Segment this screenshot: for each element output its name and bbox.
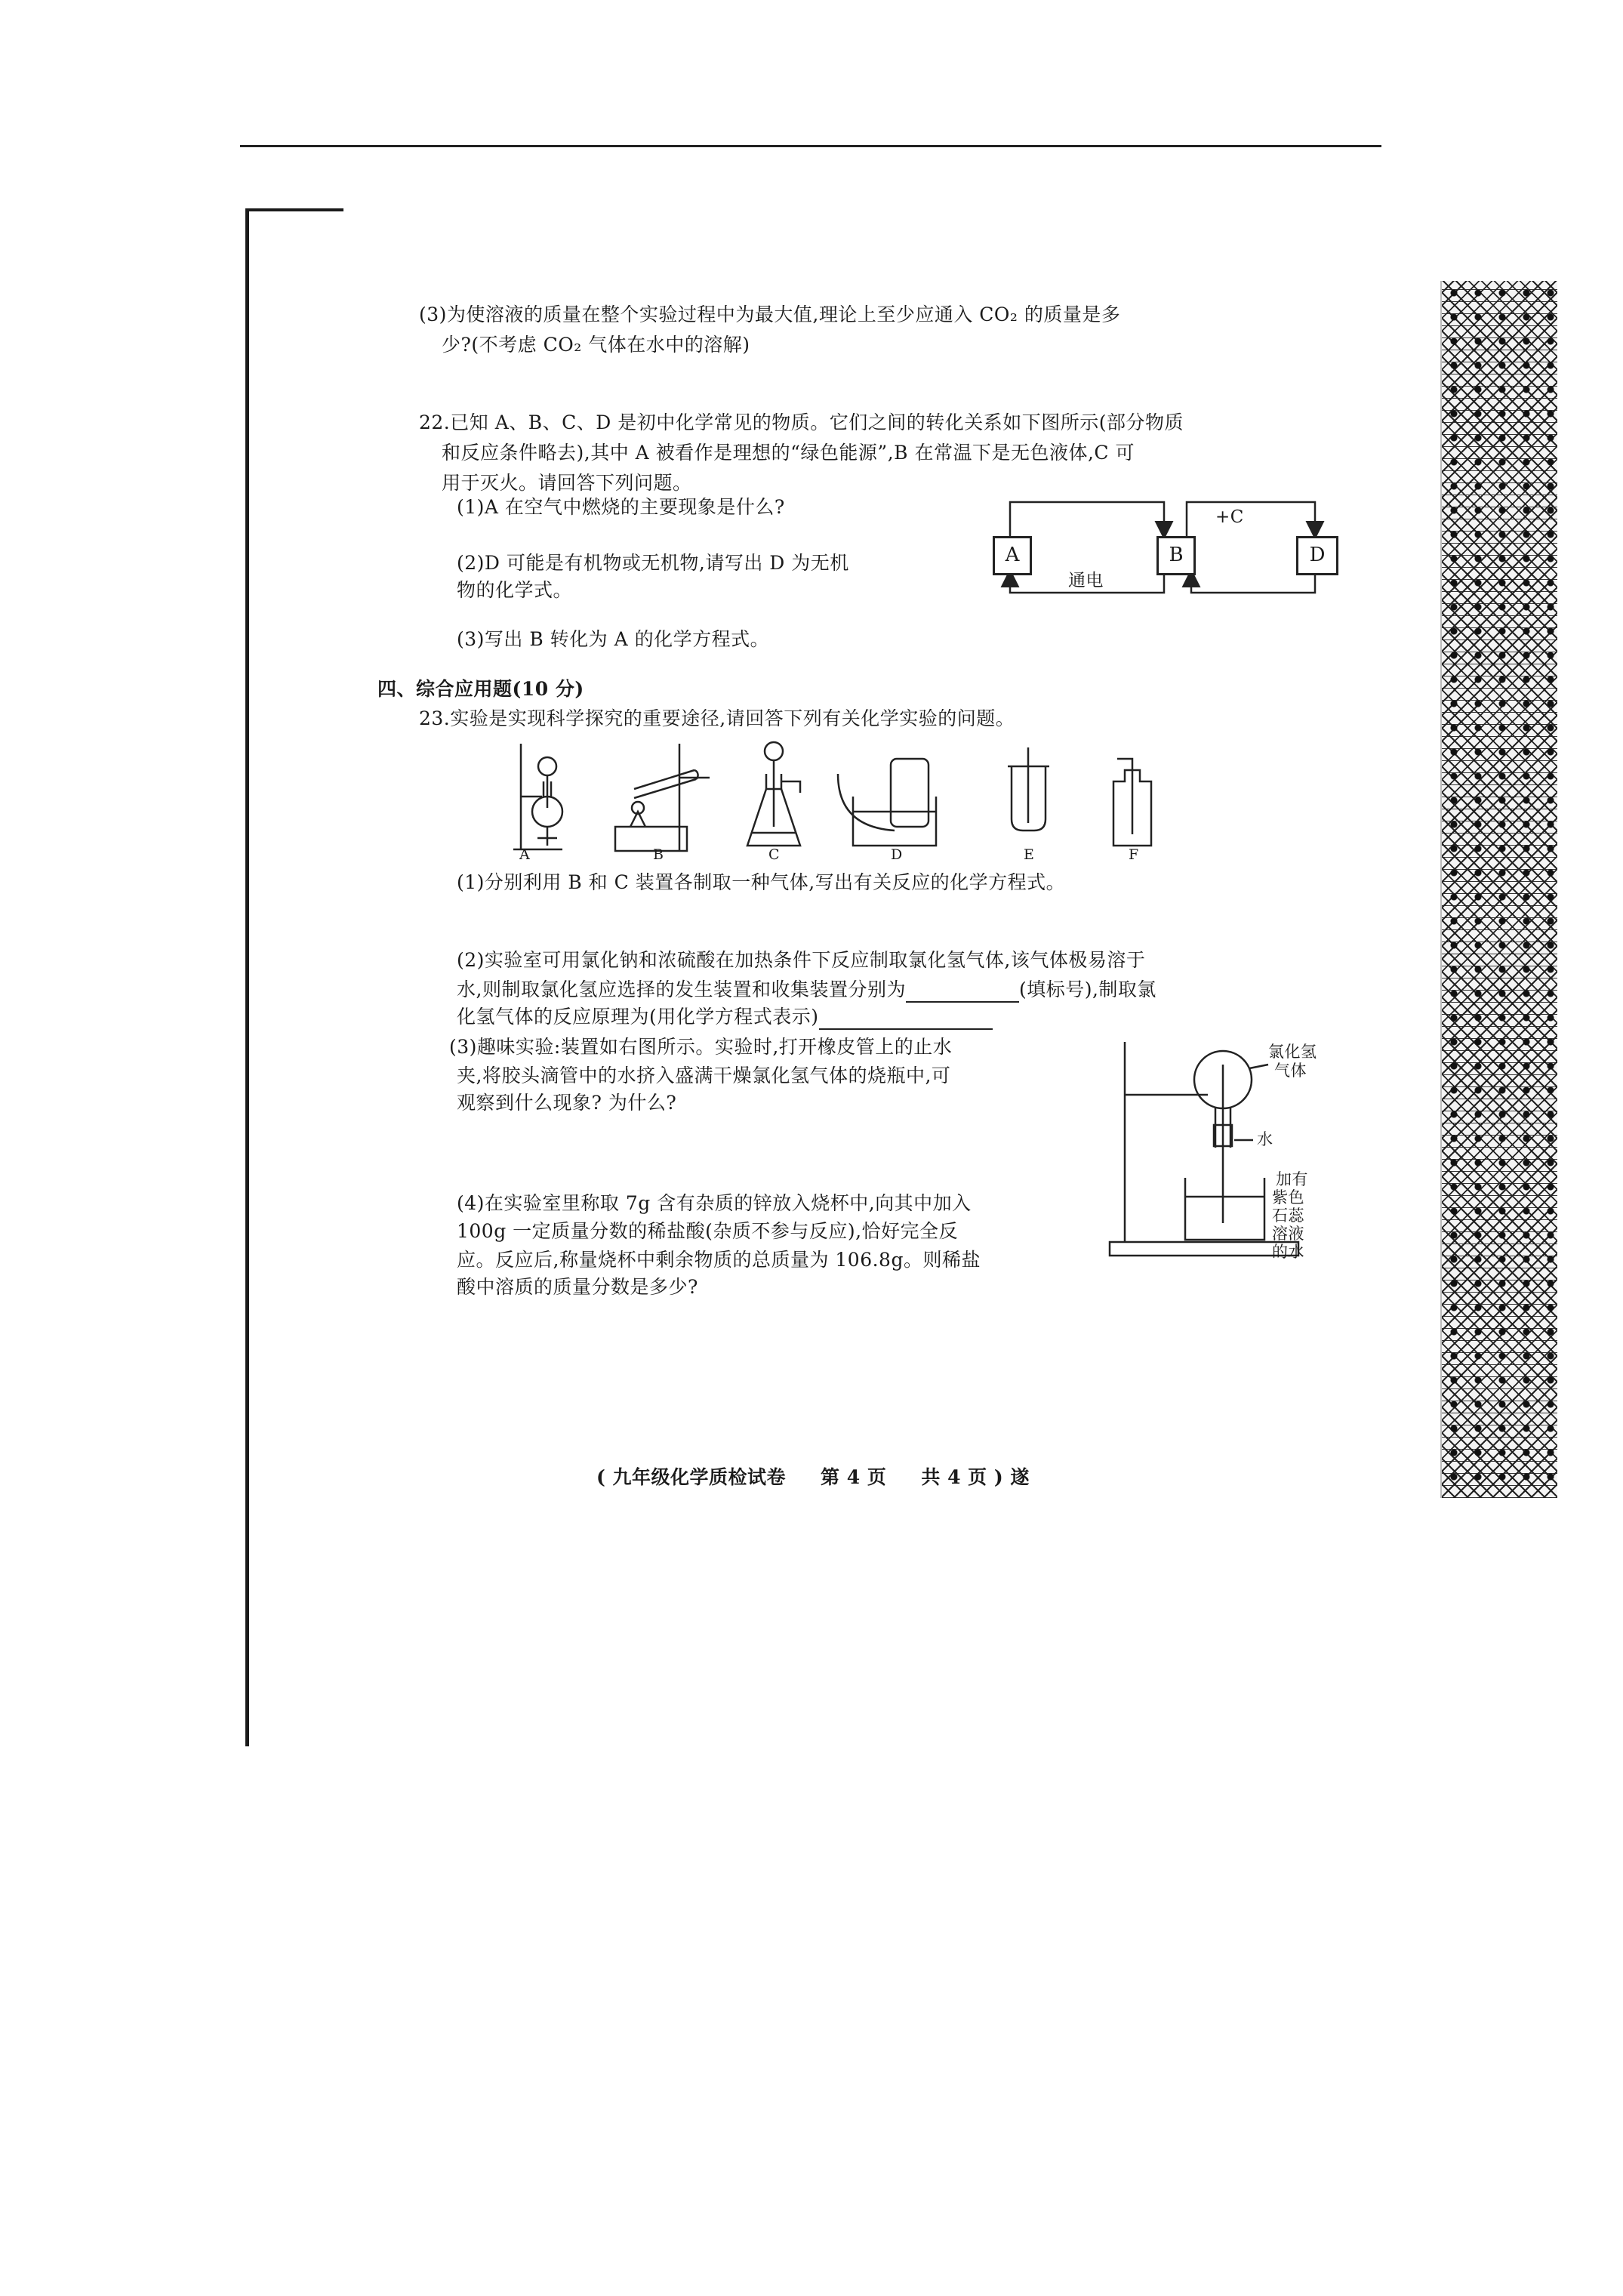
answer-blank-apparatus[interactable] — [906, 982, 1019, 1003]
q23-part3-line3: 观察到什么现象? 为什么? — [457, 1092, 677, 1114]
apparatus-c — [747, 742, 800, 846]
q22-part3: (3)写出 B 转化为 A 的化学方程式。 — [457, 628, 770, 650]
apparatus-drawings — [483, 736, 1208, 857]
diagram-box-d: D — [1296, 536, 1338, 575]
fig-label-gas-2: 气体 — [1274, 1062, 1307, 1080]
diagram-box-a: A — [993, 536, 1032, 575]
q23-part2-line2-a: 水,则制取氯化氢应选择的发生装置和收集装置分别为 — [457, 978, 906, 1000]
fig-label-solution-4: 溶液 — [1272, 1225, 1304, 1243]
apparatus-f — [1113, 759, 1151, 846]
fig-label-solution-1: 加有 — [1276, 1170, 1308, 1188]
fig-label-solution-5: 的水 — [1272, 1243, 1304, 1261]
q23-part4-line4: 酸中溶质的质量分数是多少? — [457, 1276, 698, 1298]
q23-part3-line2: 夹,将胶头滴管中的水挤入盛满干燥氯化氢气体的烧瓶中,可 — [457, 1065, 951, 1086]
apparatus-label-c: C — [768, 846, 781, 863]
q22-part2-line2: 物的化学式。 — [457, 579, 573, 601]
q22-part1: (1)A 在空气中燃烧的主要现象是什么? — [457, 496, 785, 518]
q22-stem-line1: 22.已知 A、B、C、D 是初中化学常见的物质。它们之间的转化关系如下图所示(部分物质 — [419, 411, 1184, 433]
fountain-apparatus-drawing — [1102, 1034, 1359, 1276]
fig-label-solution-3: 石蕊 — [1272, 1207, 1304, 1225]
q23-part4-line3: 应。反应后,称量烧杯中剩余物质的总质量为 106.8g。则稀盐 — [457, 1249, 981, 1271]
q23-part4-line1: (4)在实验室里称取 7g 含有杂质的锌放入烧杯中,向其中加入 — [457, 1192, 972, 1214]
q23-part1: (1)分别利用 B 和 C 装置各制取一种气体,写出有关反应的化学方程式。 — [457, 871, 1066, 893]
q23-part2-line2-b: (填标号),制取氯 — [1018, 978, 1156, 1000]
fig-label-gas-1: 氯化氢 — [1268, 1043, 1317, 1061]
apparatus-label-a: A — [519, 846, 531, 863]
q23-part2-line3-text: 化氢气体的反应原理为(用化学方程式表示) — [457, 1006, 819, 1028]
apparatus-label-f: F — [1129, 846, 1139, 863]
q23-part4-line2: 100g 一定质量分数的稀盐酸(杂质不参与反应),恰好完全反 — [457, 1220, 959, 1242]
q23-part3-line1: (3)趣味实验:装置如右图所示。实验时,打开橡皮管上的止水 — [449, 1036, 953, 1058]
diagram-label-plus-c: +C — [1215, 507, 1244, 527]
q23-part2-line1: (2)实验室可用氯化钠和浓硫酸在加热条件下反应制取氯化氢气体,该气体极易溶于 — [457, 949, 1146, 971]
q21-part3-line1: (3)为使溶液的质量在整个实验过程中为最大值,理论上至少应通入 CO₂ 的质量是多 — [419, 304, 1121, 325]
q22-stem-line2: 和反应条件略去),其中 A 被看作是理想的“绿色能源”,B 在常温下是无色液体,C 可 — [442, 442, 1135, 464]
apparatus-label-d: D — [891, 846, 903, 863]
diagram-box-b: B — [1156, 536, 1196, 575]
q23-part2-line3 — [457, 1004, 993, 1030]
top-rule — [240, 145, 1381, 147]
q21-part3-line2: 少?(不考虑 CO₂ 气体在水中的溶解) — [442, 334, 750, 356]
apparatus-e — [1008, 747, 1049, 831]
page-footer: ( 九年级化学质检试卷 第 4 页 共 4 页 ) 遂 — [596, 1466, 1030, 1488]
decorative-pattern-strip — [1440, 281, 1557, 1498]
apparatus-label-e: E — [1024, 846, 1035, 863]
binding-margin-line — [245, 210, 249, 1746]
diagram-label-electrolysis: 通电 — [1068, 571, 1104, 590]
apparatus-b — [615, 744, 710, 851]
fig-label-solution-2: 紫色 — [1272, 1188, 1304, 1207]
q23-part2-line2 — [457, 977, 1156, 1003]
apparatus-row — [483, 736, 1208, 887]
apparatus-a — [513, 744, 562, 849]
answer-blank-equation[interactable] — [819, 1009, 993, 1030]
binding-corner-mark — [245, 208, 343, 211]
q22-part2-line1: (2)D 可能是有机物或无机物,请写出 D 为无机 — [457, 552, 849, 574]
q22-stem-line3: 用于灭火。请回答下列问题。 — [442, 472, 692, 494]
fig-label-water: 水 — [1257, 1130, 1273, 1148]
section4-heading: 四、综合应用题(10 分) — [377, 678, 584, 700]
fountain-experiment-figure — [1102, 1034, 1359, 1276]
conversion-diagram — [989, 491, 1336, 604]
apparatus-label-b: B — [653, 846, 664, 863]
q23-stem: 23.实验是实现科学探究的重要途径,请回答下列有关化学实验的问题。 — [419, 707, 1015, 729]
apparatus-d — [838, 759, 936, 846]
